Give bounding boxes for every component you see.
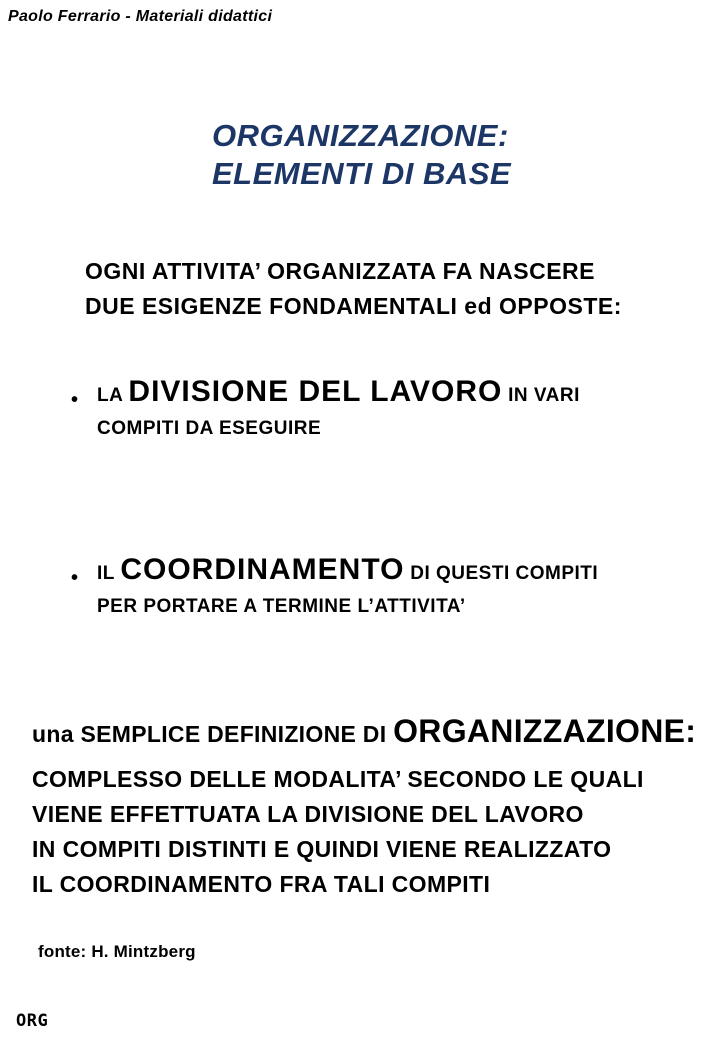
bullet-marker-icon: • bbox=[71, 567, 79, 589]
intro-text bbox=[85, 254, 622, 324]
slide-title bbox=[212, 117, 511, 193]
source-note: fonte: H. Mintzberg bbox=[38, 942, 196, 961]
bullet-item-divisione bbox=[71, 375, 580, 445]
bullet-line2: COMPITI DA ESEGUIRE bbox=[97, 418, 322, 439]
definition-body bbox=[32, 762, 696, 902]
footer-code: ORG bbox=[16, 1011, 49, 1031]
definition-line2: COMPLESSO DELLE MODALITA’ SECONDO LE QUALI bbox=[32, 766, 644, 792]
definition-emphasis: ORGANIZZAZIONE: bbox=[393, 713, 697, 749]
bullet-lead: LA bbox=[97, 385, 129, 406]
bullet-marker-icon: • bbox=[71, 389, 79, 411]
bullet-text bbox=[97, 375, 580, 445]
bullet-trail: IN VARI bbox=[502, 385, 580, 406]
slide-title-line2: ELEMENTI DI BASE bbox=[212, 156, 512, 191]
bullet-emphasis: DIVISIONE DEL LAVORO bbox=[128, 375, 503, 408]
bullet-line2: PER PORTARE A TERMINE L’ATTIVITA’ bbox=[97, 596, 466, 617]
definition-headline bbox=[32, 710, 696, 755]
bullet-item-coordinamento bbox=[71, 553, 599, 623]
bullet-trail: DI QUESTI COMPITI bbox=[404, 563, 599, 584]
definition-lead: una bbox=[32, 721, 81, 747]
definition-line3: VIENE EFFETTUATA LA DIVISIONE DEL LAVORO bbox=[32, 801, 584, 827]
intro-line2: DUE ESIGENZE FONDAMENTALI ed OPPOSTE: bbox=[85, 293, 622, 319]
bullet-emphasis: COORDINAMENTO bbox=[120, 553, 405, 586]
intro-line1: OGNI ATTIVITA’ ORGANIZZATA FA NASCERE bbox=[85, 258, 596, 284]
definition-block bbox=[32, 710, 696, 902]
bullet-lead: IL bbox=[97, 563, 121, 584]
definition-line4: IN COMPITI DISTINTI E QUINDI VIENE REALIZZATO bbox=[32, 836, 612, 862]
bullet-text bbox=[97, 553, 598, 623]
definition-mid: SEMPLICE DEFINIZIONE DI bbox=[80, 721, 394, 747]
definition-line5: IL COORDINAMENTO FRA TALI COMPITI bbox=[32, 871, 491, 897]
header-credit: Paolo Ferrario - Materiali didattici bbox=[8, 8, 273, 25]
slide-title-line1: ORGANIZZAZIONE: bbox=[212, 118, 509, 153]
